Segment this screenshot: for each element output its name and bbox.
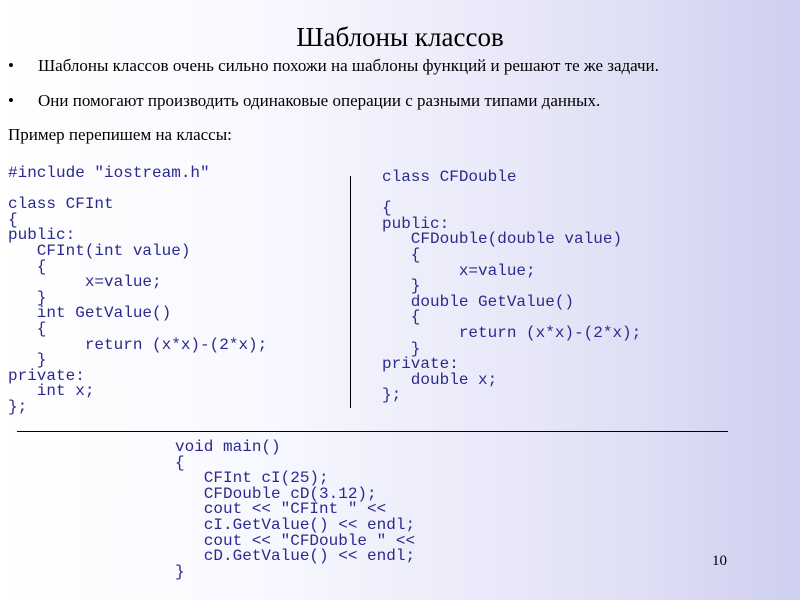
bullet-marker: • <box>8 91 14 110</box>
horizontal-divider <box>17 431 728 432</box>
intro-text: Пример перепишем на классы: <box>8 125 232 144</box>
bullet-item <box>8 55 659 77</box>
slide-title: Шаблоны классов <box>296 22 504 52</box>
vertical-divider <box>350 176 351 408</box>
code-block-cfint: #include "iostream.h" class CFInt { public: CFInt(int value) { x=value; } int GetValue() { return (x*x)-(2*x); } private: int x; }; <box>8 164 268 416</box>
bullet-text: Шаблоны классов очень сильно похожи на шаблоны функций и решают те же задачи. <box>38 56 659 75</box>
code-block-main: void main() { CFInt cI(25); CFDouble cD(3.12); cout << "CFInt " << cI.GetValue() << endl; cout << "CFDouble " << cD.GetValue() << endl; } <box>175 438 416 581</box>
bullet-marker: • <box>8 56 14 75</box>
bullet-text: Они помогают производить одинаковые операции с разными типами данных. <box>38 91 601 110</box>
code-block-cfdouble: class CFDouble { public: CFDouble(double value) { x=value; } double GetValue() { return (x*x)-(2*x); } private: double x; }; <box>382 168 642 405</box>
bullet-item <box>8 90 600 112</box>
page-number: 10 <box>712 553 727 569</box>
